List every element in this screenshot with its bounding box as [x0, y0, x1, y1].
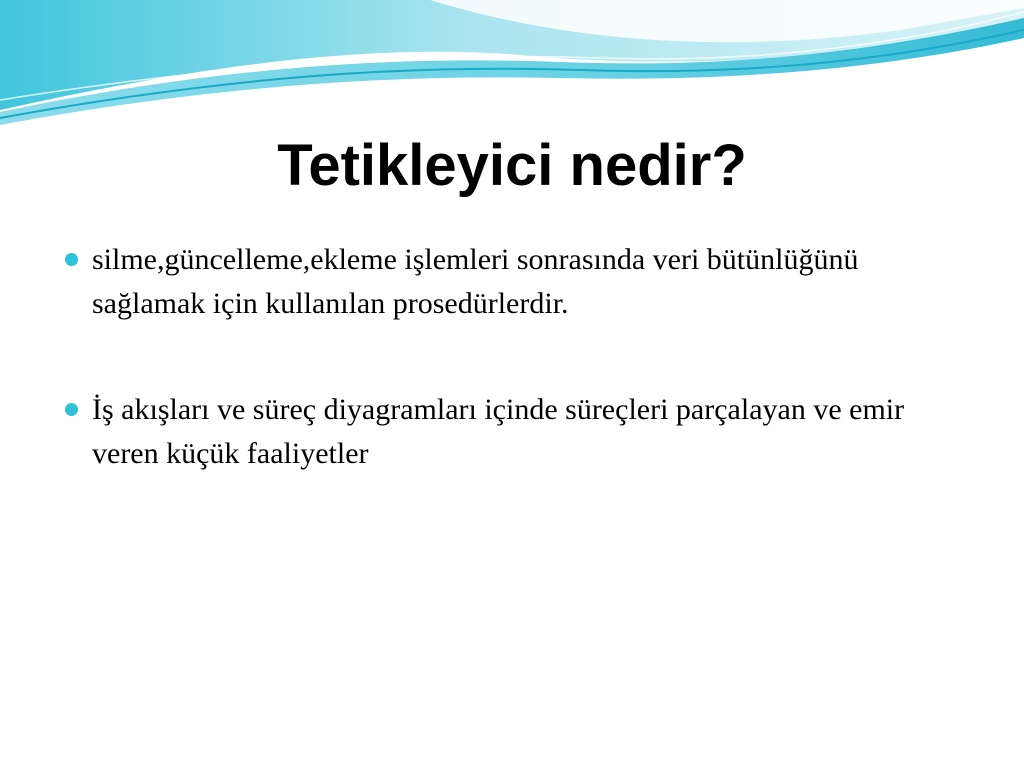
slide-title: Tetikleyici nedir?	[277, 133, 747, 198]
bullet-list	[60, 238, 960, 538]
bullet-item	[60, 238, 960, 326]
header-wave-decoration	[0, 0, 1024, 130]
bullet-item	[60, 388, 960, 476]
bullet-text: İş akışları ve süreç diyagramları içinde süreçleri parçalayan ve emir veren küçük faaliyetler	[92, 393, 905, 470]
bullet-dot-icon	[65, 403, 78, 416]
bullet-dot-icon	[65, 253, 78, 266]
bullet-text: silme,güncelleme,ekleme işlemleri sonrasında veri bütünlüğünü sağlamak için kullanılan prosedürlerdir.	[92, 243, 859, 320]
